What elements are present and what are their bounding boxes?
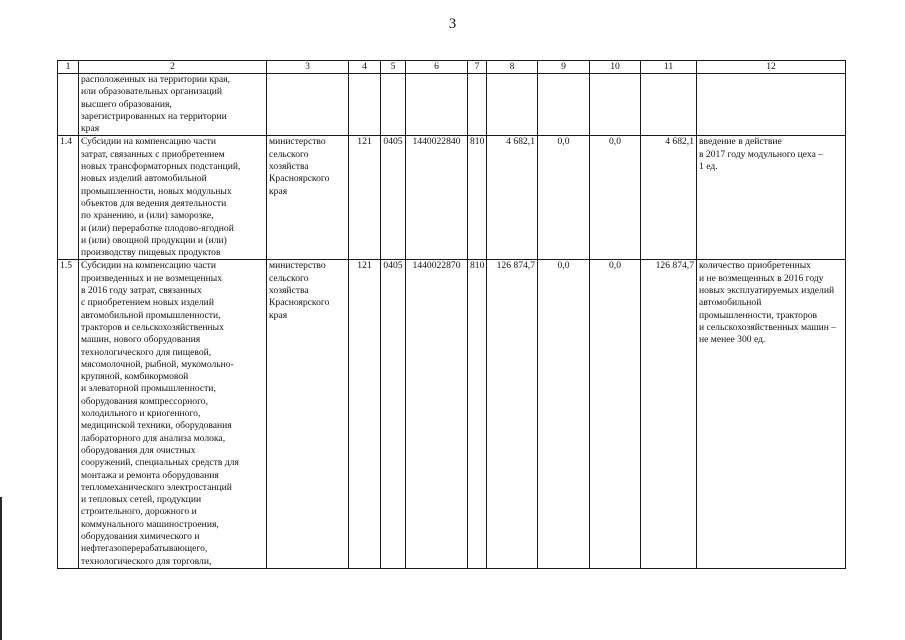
program-activities-table — [57, 60, 846, 569]
column-header: 3 — [267, 61, 349, 74]
amount-year-3: 0,0 — [590, 260, 641, 569]
expense-type-code — [468, 74, 487, 136]
amount-year-2: 0,0 — [538, 136, 590, 260]
item-description: Субсидии на компенсацию части затрат, связанных с приобретением новых трансформаторных подстанций, новых изделий автомобильной промышленности, новых модульных объектов для ведения деятельности по хранению, и (или) заморозке, и (или) переработке плодово-ягодной и (или) овощной продукции и (или) производству пищевых продуктов — [79, 136, 267, 260]
column-header: 4 — [349, 61, 381, 74]
expense-type-code: 810 — [468, 136, 487, 260]
column-header: 6 — [406, 61, 468, 74]
table-row — [58, 136, 846, 260]
column-header: 11 — [641, 61, 697, 74]
page-number: 3 — [448, 16, 457, 32]
grbs-code: 121 — [349, 260, 381, 569]
responsible-ministry: министерство сельского хозяйства Красноярского края — [267, 260, 349, 569]
section-code — [381, 74, 406, 136]
expense-type-code: 810 — [468, 260, 487, 569]
item-number: 1.5 — [58, 260, 79, 569]
amount-year-2 — [538, 74, 590, 136]
item-number: 1.4 — [58, 136, 79, 260]
amount-total: 126 874,7 — [641, 260, 697, 569]
column-header: 1 — [58, 61, 79, 74]
expected-result: введение в действие в 2017 году модульного цеха – 1 ед. — [697, 136, 846, 260]
amount-year-2: 0,0 — [538, 260, 590, 569]
item-description: Субсидии на компенсацию части произведенных и не возмещенных в 2016 году затрат, связанных с приобретением новых изделий автомобильной промышленности, тракторов и сельскохозяйственных машин, нового оборудования технологического для пищевой, мясомолочной, рыбной, мукомольно- крупяной, комбикормовой и элеваторной промышленности, оборудования компрессорного, холодильного и криогенного, медицинской техники, оборудования лабораторного для анализа молока, оборудования для очистных сооружений, специальных средств для монтажа и ремонта оборудования тепломеханического электростанций и тепловых сетей, продукции строительного, дорожного и коммунального машиностроения, оборудования химического и нефтегазоперерабатывающего, технологического для торговли, — [79, 260, 267, 569]
item-number — [58, 74, 79, 136]
column-header: 9 — [538, 61, 590, 74]
expected-result: количество приобретенных и не возмещенных в 2016 году новых эксплуатируемых изделий автомобильной промышленности, тракторов и сельскохозяйственных машин – не менее 300 ед. — [697, 260, 846, 569]
amount-year-3 — [590, 74, 641, 136]
column-header: 8 — [487, 61, 538, 74]
amount-year-1 — [487, 74, 538, 136]
target-article-code: 1440022870 — [406, 260, 468, 569]
responsible-ministry: министерство сельского хозяйства Красноярского края — [267, 136, 349, 260]
grbs-code: 121 — [349, 136, 381, 260]
expected-result — [697, 74, 846, 136]
section-code: 0405 — [381, 136, 406, 260]
column-header: 10 — [590, 61, 641, 74]
target-article-code — [406, 74, 468, 136]
item-description: расположенных на территории края, или образовательных организаций высшего образования, зарегистрированных на территории края — [79, 74, 267, 136]
column-header: 5 — [381, 61, 406, 74]
grbs-code — [349, 74, 381, 136]
scan-edge-mark — [0, 497, 2, 640]
column-header: 12 — [697, 61, 846, 74]
amount-total — [641, 74, 697, 136]
section-code: 0405 — [381, 260, 406, 569]
header-row — [58, 61, 846, 74]
column-header: 7 — [468, 61, 487, 74]
responsible-ministry — [267, 74, 349, 136]
table-row — [58, 74, 846, 136]
amount-year-1: 4 682,1 — [487, 136, 538, 260]
amount-year-1: 126 874,7 — [487, 260, 538, 569]
target-article-code: 1440022840 — [406, 136, 468, 260]
amount-year-3: 0,0 — [590, 136, 641, 260]
column-header: 2 — [79, 61, 267, 74]
amount-total: 4 682,1 — [641, 136, 697, 260]
table-row — [58, 260, 846, 569]
